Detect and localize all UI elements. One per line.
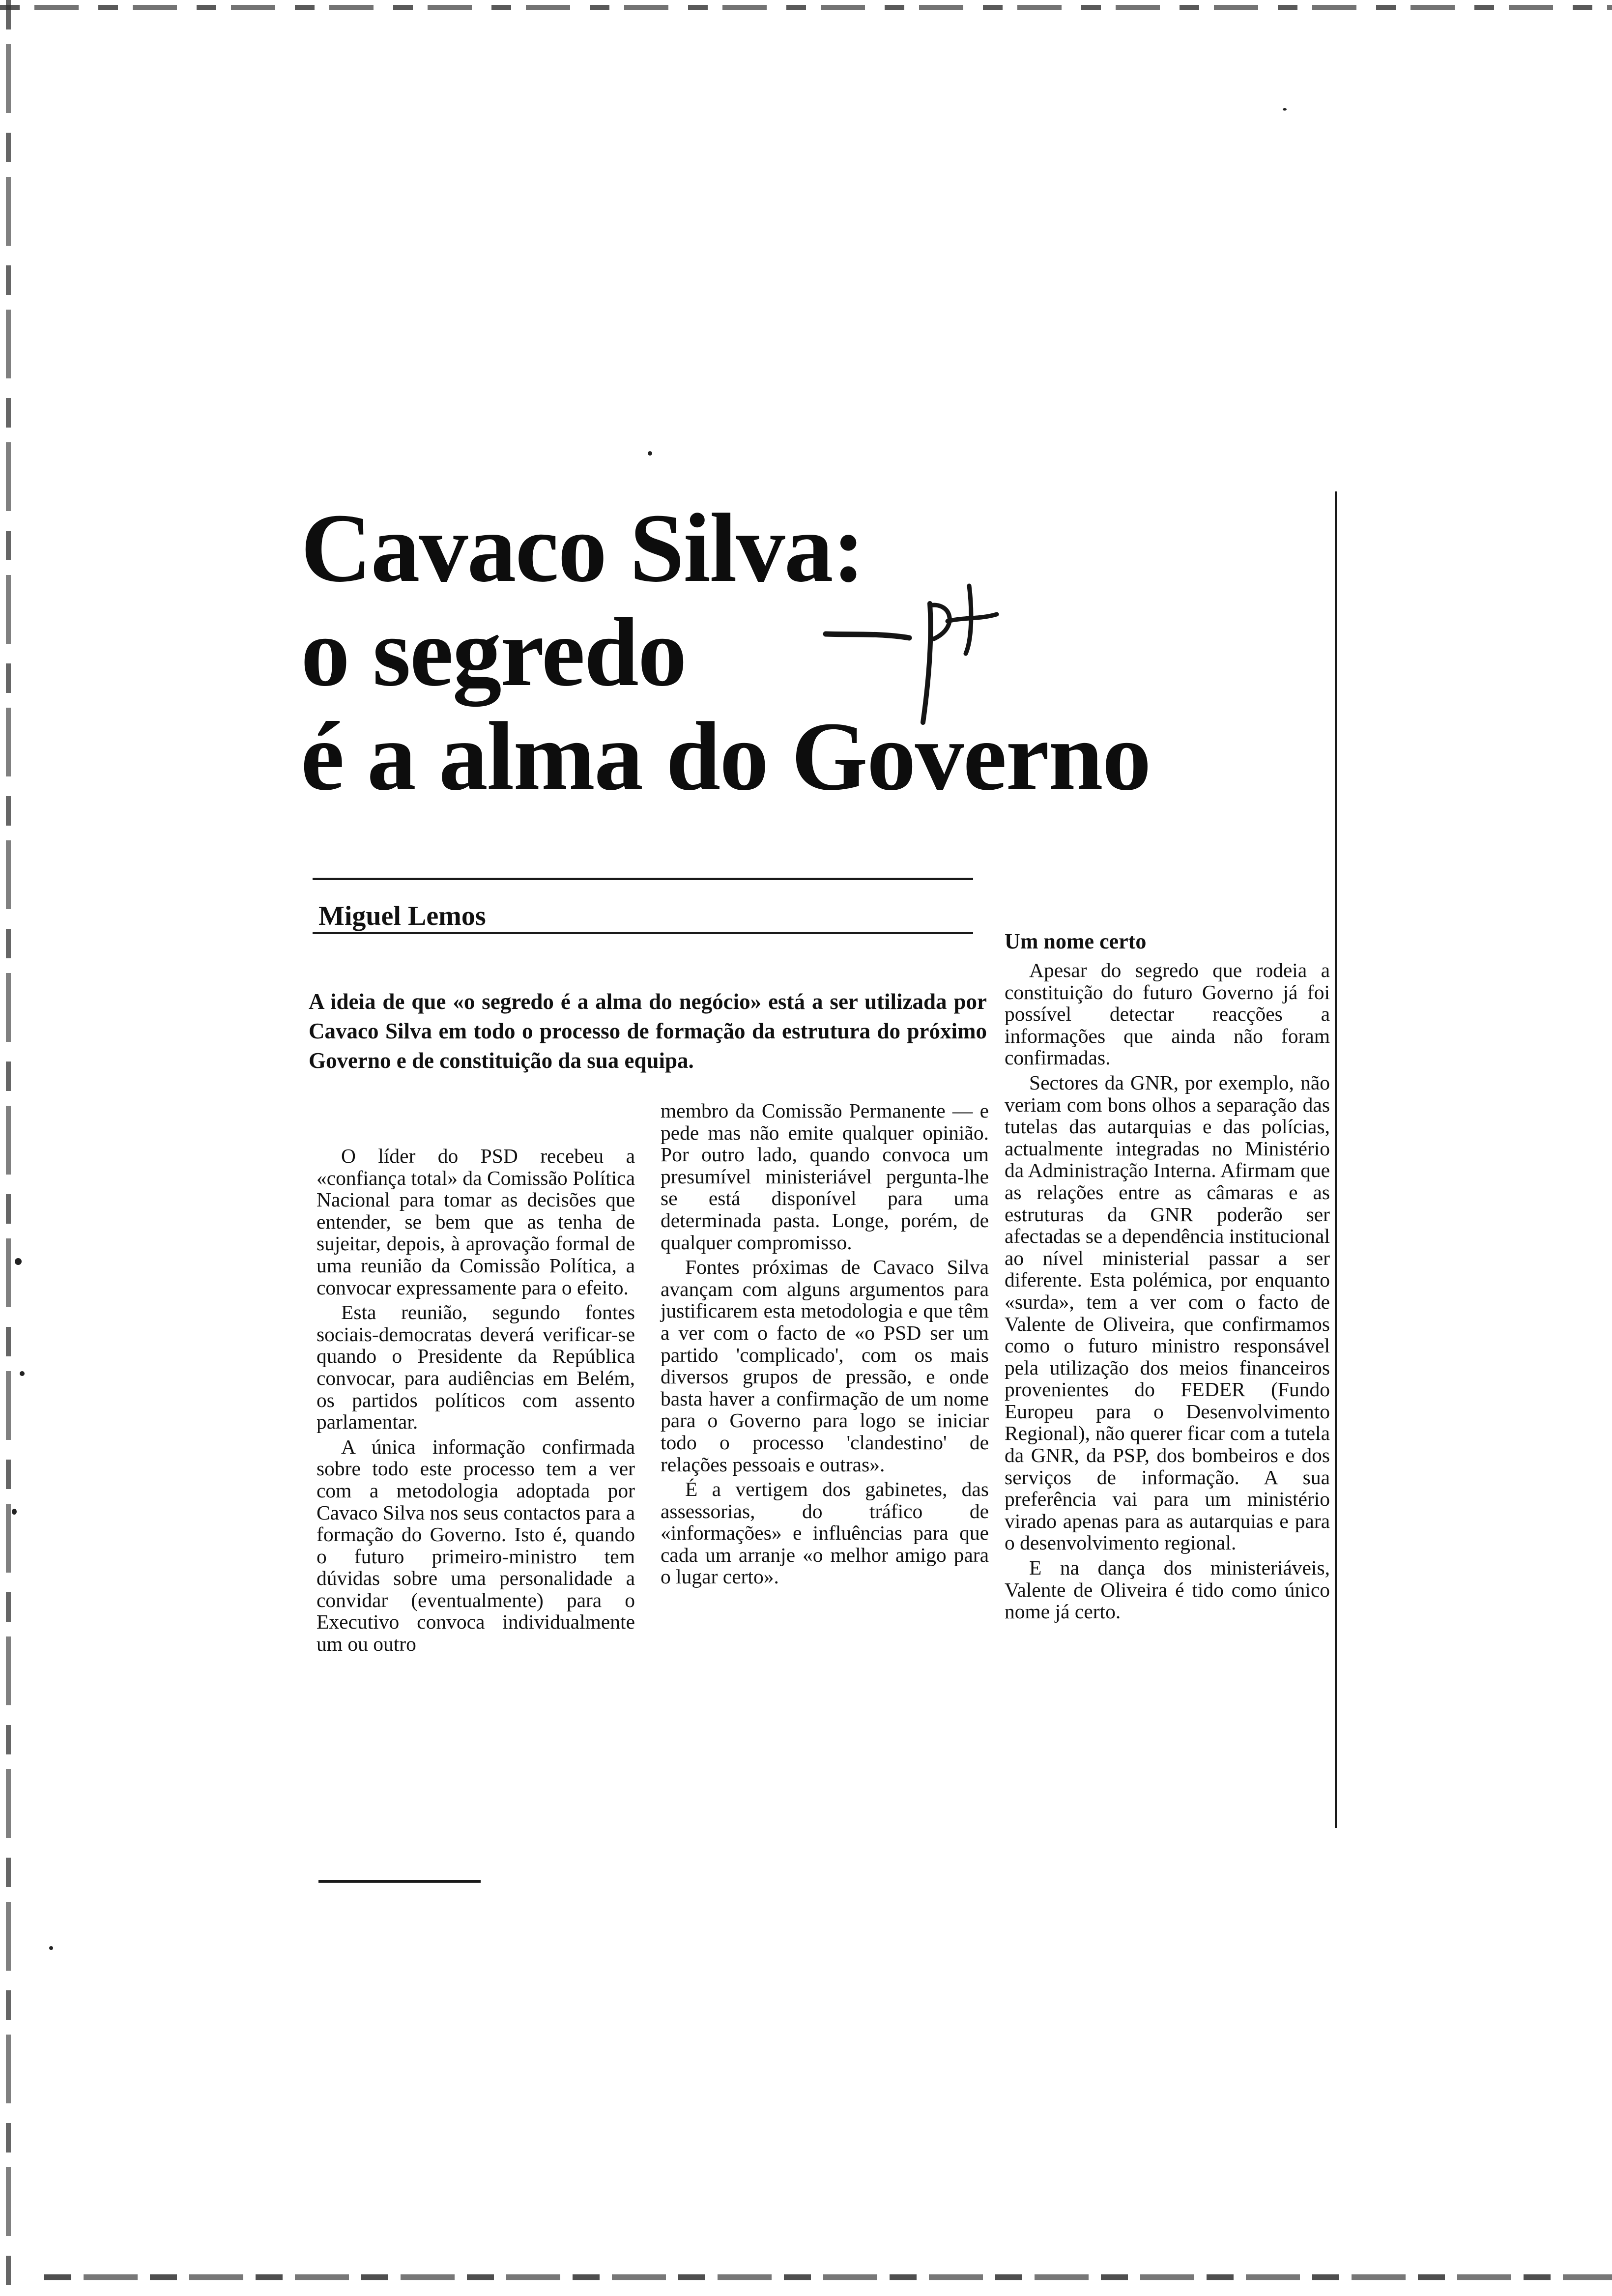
scan-edge-top <box>0 5 1612 10</box>
scan-speck <box>20 1371 25 1376</box>
scan-speck <box>49 1946 53 1950</box>
paragraph: A única informação confirmada sobre todo este processo tem a ver com a metodologia adoptada por Cavaco Silva nos seus contactos para a formação do Governo. Isto é, quando o futuro primeiro-ministro tem dúvidas sobre uma personalidade a convidar (eventualmente) para o Executivo convoca individualmente um ou outro <box>317 1435 635 1656</box>
scan-edge-bottom <box>44 2274 1612 2280</box>
headline-line-3: é a alma do Governo <box>301 702 1151 811</box>
column-divider-right <box>1335 491 1337 1828</box>
paragraph: membro da Comissão Permanente — e pede mas não emite qualquer opinião. Por outro lado, quando convoca um presumível ministeriável pergunta-lhe se está disponível para uma determinada pasta. Longe, porém, de qualquer compromisso. <box>661 1099 989 1254</box>
article-column-1 <box>317 1145 635 1655</box>
scan-speck <box>12 1509 17 1515</box>
lead-paragraph: A ideia de que «o segredo é a alma do negócio» está a ser utilizada por Cavaco Silva em todo o processo de formação da estrutura do próximo Governo e de constituição da sua equipa. <box>309 989 987 1073</box>
paragraph: Fontes próximas de Cavaco Silva avançam com alguns argumentos para justificarem esta metodologia e que têm a ver com o facto de «o PSD ser um partido 'complicado', com os mais diversos grupos de pressão, e onde basta haver a confirmação de um nome para o Governo para logo se iniciar todo o processo 'clandestino' de relações pessoais e outras». <box>661 1256 989 1476</box>
article-end-rule <box>318 1880 481 1883</box>
scan-edge-left <box>6 0 11 2296</box>
paragraph: Esta reunião, segundo fontes sociais-democratas deverá verificar-se quando o Presidente da República convocar, para audiências em Belém, os partidos políticos com assento parlamentar. <box>317 1301 635 1434</box>
byline: Miguel Lemos <box>318 901 486 931</box>
paragraph: Sectores da GNR, por exemplo, não veriam com bons olhos a separação das tutelas das autarquias e das polícias, actualmente integradas no Ministério da Administração Interna. Afirmam que as relações entre as câmaras e as estruturas da GNR poderão ser afectadas se a dependência institucional ao nível ministerial passar a ser diferente. Esta polémica, por enquanto «surda», tem a ver com o facto de Valente de Oliveira, que confirmamos como o futuro ministro responsável pela utilização dos meios financeiros provenientes do FEDER (Fundo Europeu para o Desenvolvimento Regional), não querer ficar com a tutela da GNR, da PSP, dos bombeiros e dos serviços de informação. A sua preferência vai para um ministério virado apenas para as autarquias e para o desenvolvimento regional. <box>1005 1071 1330 1554</box>
paragraph: O líder do PSD recebeu a «confiança total» da Comissão Política Nacional para tomar as decisões que entender, se bem que as tenha de sujeitar, depois, à aprovação formal de uma reunião da Comissão Política, a convocar expressamente para o efeito. <box>317 1145 635 1299</box>
scan-speck <box>15 1258 22 1265</box>
article-column-2 <box>661 1100 989 1588</box>
headline-line-2: o segredo <box>301 598 686 707</box>
paragraph: E na dança dos ministeriáveis, Valente de Oliveira é tido como único nome já certo. <box>1005 1556 1330 1623</box>
handwritten-note <box>816 580 1081 727</box>
scan-speck <box>1283 108 1287 111</box>
article-column-3 <box>1005 927 1330 1623</box>
headline-line-1: Cavaco Silva: <box>301 494 864 603</box>
paragraph: Apesar do segredo que rodeia a constituição do futuro Governo já foi possível detectar reacções a informações que ainda não foram confirmadas. <box>1005 959 1330 1069</box>
paragraph: É a vertigem dos gabinetes, das assessorias, do tráfico de «informações» e influências para que cada um arranje «o melhor amigo para o lugar certo». <box>661 1478 989 1588</box>
scan-speck <box>648 451 652 456</box>
handwritten-note-mark <box>816 580 1081 727</box>
section-subhead: Um nome certo <box>1005 929 1147 953</box>
byline-rule-top <box>313 878 973 880</box>
byline-rule-bottom <box>313 932 973 934</box>
